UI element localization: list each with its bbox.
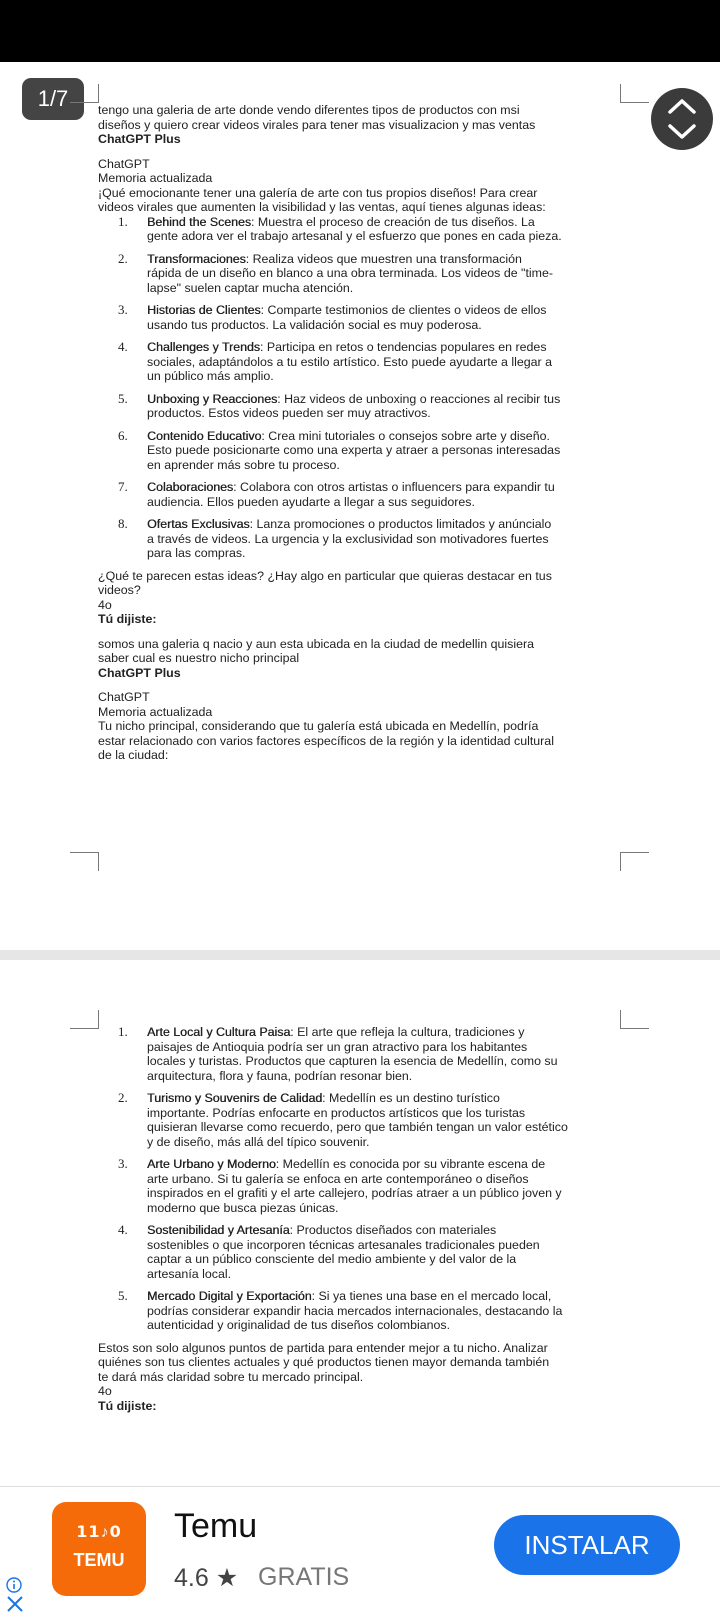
user-message: somos una galeria q nacio y aun esta ubicada en la ciudad de medellin quisiera saber cual es nuestro nicho principal (98, 636, 535, 665)
answer-lead: Tu nicho principal, considerando que tu galería está ubicada en Medellín, podría estar relacionado con varios factores específicos de la región y la identidad cultural de la ciudad: (98, 719, 554, 762)
niche-list (98, 1025, 618, 1333)
idea-list (98, 215, 618, 561)
page-navigation-button[interactable] (651, 88, 713, 150)
crop-mark (70, 852, 99, 871)
crop-mark (620, 1010, 649, 1029)
speaker-label: ChatGPT (98, 690, 150, 704)
ad-banner[interactable] (0, 1486, 720, 1601)
page-indicator: 1/7 (22, 78, 84, 120)
list-item: 6. Contenido Educativo: Crea mini tutoriales o consejos sobre arte y diseño. Esto puede posicionarte como una experta y atraer a personas interesadas en aprender más sobre tu proceso. (118, 427, 561, 472)
logo-glyphs: 𝟭𝟭♪𝟬 (76, 1524, 122, 1541)
crop-mark (620, 84, 649, 103)
model-label: 4o (98, 597, 112, 612)
status-bar (0, 0, 720, 62)
crop-mark (70, 1010, 99, 1029)
speaker-label: ChatGPT Plus (98, 665, 181, 680)
answer-lead: ¡Qué emocionante tener una galería de arte con tus propios diseños! Para crear videos virales que aumenten la visibilidad y las ventas, aquí tienes algunas ideas: (98, 185, 546, 214)
chevron-up-icon[interactable] (666, 96, 698, 116)
answer-closing: Estos son solo algunos puntos de partida para entender mejor a tu nicho. Analizar quiénes son tus clientes actuales y qué productos tienen mayor demanda también te dará más claridad sobre tu mercado principal. (98, 1340, 550, 1384)
list-item: 7. Colaboraciones: Colabora con otros artistas o influencers para expandir tu audiencia. Ellos pueden ayudarte a llegar a sus seguidores. (118, 479, 555, 509)
speaker-label: ChatGPT Plus (98, 132, 181, 146)
info-icon[interactable] (6, 1577, 22, 1593)
crop-mark (620, 852, 649, 871)
ad-price: GRATIS (258, 1563, 350, 1591)
list-item: 8. Ofertas Exclusivas: Lanza promociones o productos limitados y anúncialo a través de videos. La urgencia y la exclusividad son motivadores fuertes para las compras. (118, 516, 552, 560)
ad-app-name[interactable]: Temu (174, 1507, 258, 1545)
page-separator (0, 950, 720, 960)
document-page-2 (98, 1025, 618, 1413)
memory-label: Memoria actualizada (98, 704, 213, 719)
list-item: 4. Sostenibilidad y Artesanía: Productos diseñados con materiales sostenibles o que incorporen técnicas artesanales tradicionales pueden captar a un público consciente del medio ambiente y del valor de la artesanía local. (118, 1222, 540, 1281)
ad-rating: 4.6 ★ (174, 1564, 239, 1592)
app-logo[interactable] (52, 1502, 146, 1596)
crop-mark (70, 84, 99, 103)
model-label: 4o (98, 1384, 112, 1398)
you-said-label: Tú dijiste: (98, 612, 157, 626)
install-button[interactable]: INSTALAR (494, 1515, 680, 1575)
chevron-down-icon[interactable] (666, 122, 698, 142)
you-said-label: Tú dijiste: (98, 1398, 157, 1413)
speaker-label: ChatGPT (98, 156, 150, 171)
list-item: 5. Unboxing y Reacciones: Haz videos de unboxing o reacciones al recibir tus productos. Estos videos pueden ser muy atractivos. (118, 390, 561, 420)
document-page-1 (98, 103, 618, 763)
list-item: 3. Arte Urbano y Moderno: Medellín es conocida por su vibrante escena de arte urbano. Si tu galería se enfoca en arte contemporáneo o diseños inspirados en el grafiti y el arte callejero, podrías atraer a un público joven y moderno que busca piezas únicas. (118, 1156, 562, 1215)
list-item: 2. Turismo y Souvenirs de Calidad: Medellín es un destino turístico importante. Podrías enfocarte en productos artísticos que los turistas quisieran llevarse como recuerdo, pero que también tengan un valor estético y de diseño, más allá del típico souvenir. (118, 1090, 568, 1149)
list-item: 1. Arte Local y Cultura Paisa: El arte que refleja la cultura, tradiciones y paisajes de Antioquia podría ser un gran atractivo para los habitantes locales y turistas. Productos que capturen la esencia de Medellín, como su arquitectura, flora y fauna, podrían resonar bien. (118, 1024, 558, 1083)
list-item: 2. Transformaciones: Realiza videos que muestren una transformación rápida de un diseño en blanco a una obra terminada. Los videos de "time- lapse" suelen captar mucha atención. (118, 250, 553, 295)
logo-text: TEMU (73, 1550, 125, 1570)
memory-label: Memoria actualizada (98, 171, 213, 185)
close-icon[interactable] (6, 1595, 24, 1613)
list-item: 5. Mercado Digital y Exportación: Si ya tienes una base en el mercado local, podrías considerar expandir hacia mercados internacionales, destacando la autenticidad y originalidad de tus diseños colombianos. (118, 1288, 563, 1332)
list-item: 1. Behind the Scenes: Muestra el proceso de creación de tus diseños. La gente adora ver el trabajo artesanal y el esfuerzo que pones en cada pieza. (118, 213, 562, 243)
answer-closing: ¿Qué te parecen estas ideas? ¿Hay algo en particular que quieras destacar en tus videos? (98, 568, 552, 597)
list-item: 4. Challenges y Trends: Participa en retos o tendencias populares en redes sociales, adaptándolos a tu estilo artístico. Esto puede ayudarte a llegar a un público más amplio. (118, 339, 553, 383)
user-message: tengo una galeria de arte donde vendo diferentes tipos de productos con msi diseños y quiero crear videos virales para tener mas visualizacion y mas ventas (98, 103, 536, 132)
list-item: 3. Historias de Clientes: Comparte testimonios de clientes o videos de ellos usando tus productos. La validación social es muy poderosa. (118, 302, 547, 332)
